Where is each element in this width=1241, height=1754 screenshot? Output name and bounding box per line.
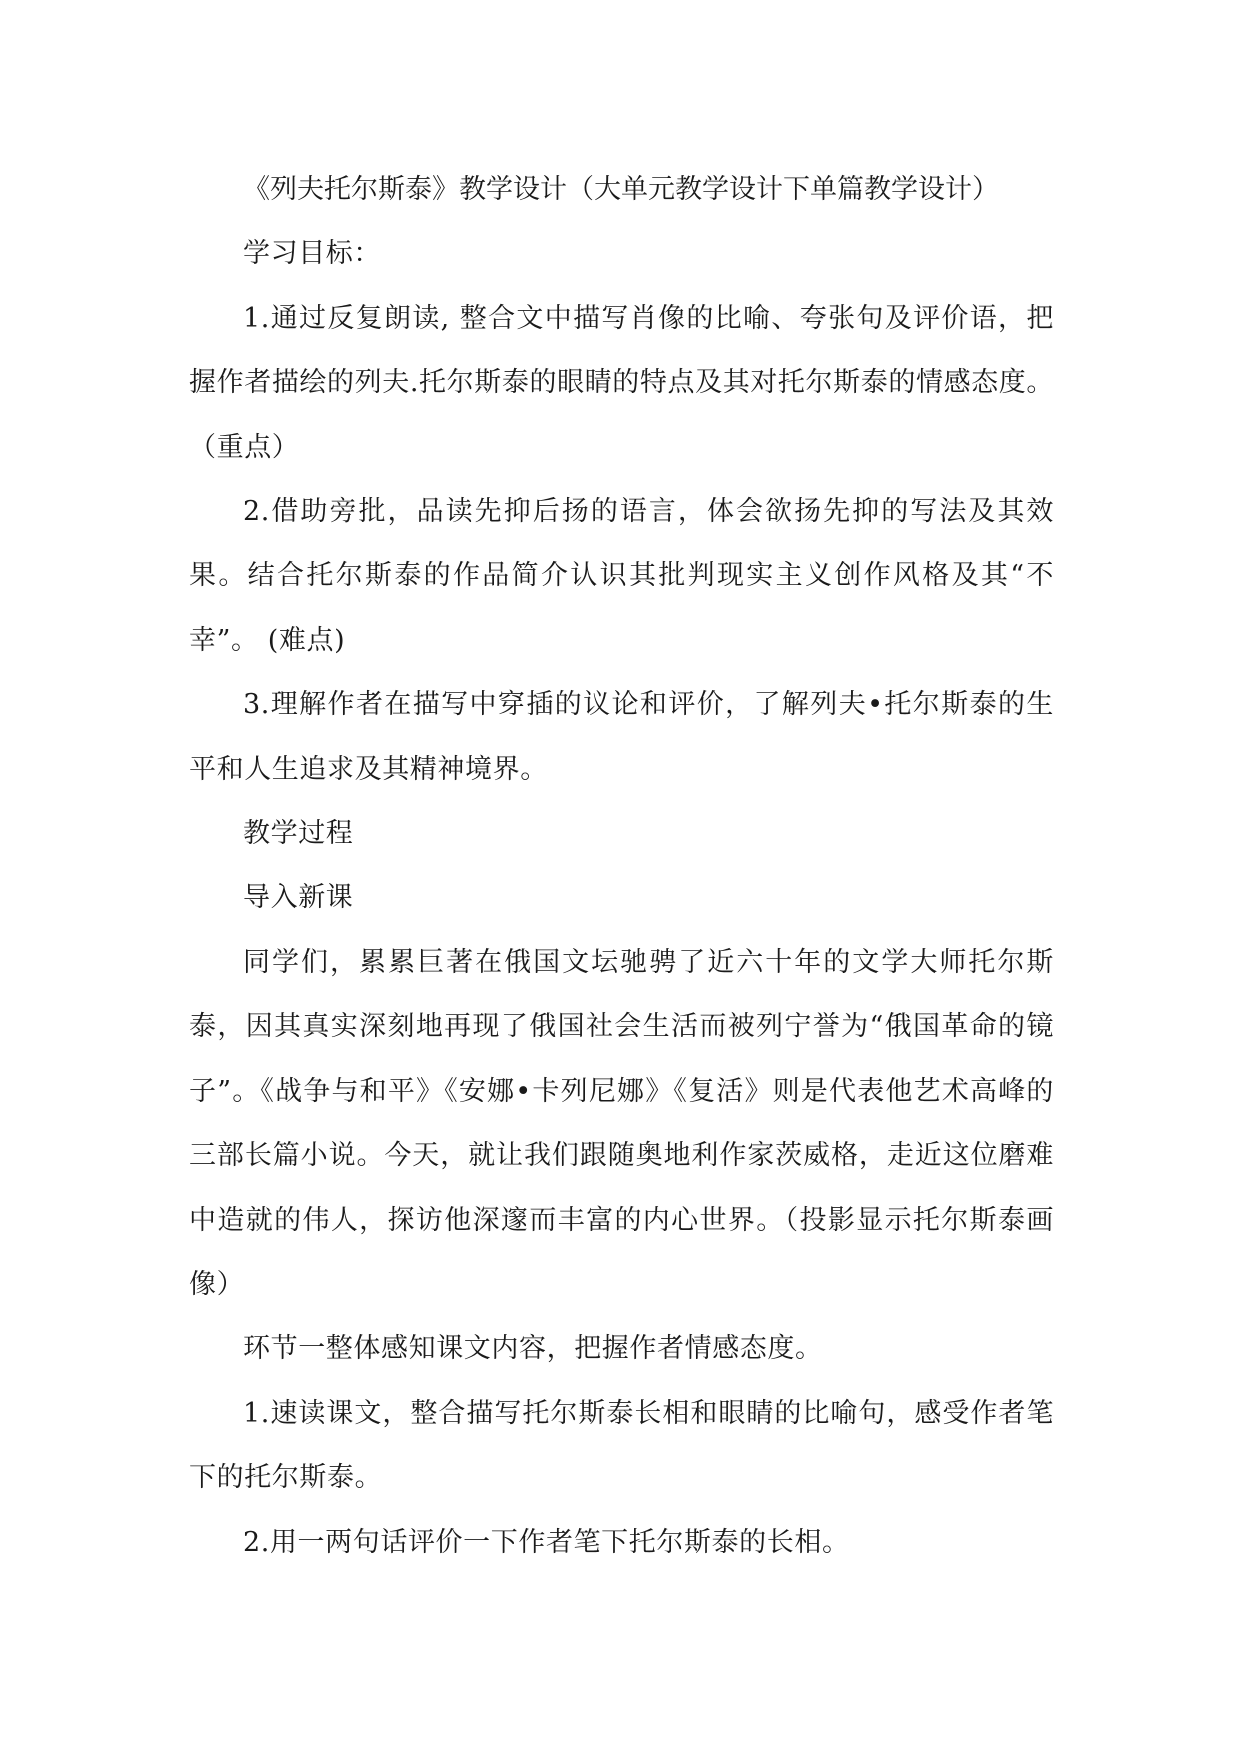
section-one-heading: 环节一整体感知课文内容，把握作者情感态度。 xyxy=(243,1333,823,1365)
goal-item-2: 2.借助旁批，品读先抑后扬的语言，体会欲扬先抑的写法及其效果。结合托尔斯泰的作品简介认识其批判现实主义创作风格及其“不幸”。 (难点) xyxy=(189,496,1054,656)
introduction-paragraph: 同学们，累累巨著在俄国文坛驰骋了近六十年的文学大师托尔斯泰，因其真实深刻地再现了俄国社会生活而被列宁誉为“俄国革命的镜子”。《战争与和平》《安娜•卡列尼娜》《复活》则是代表他艺术高峰的三部长篇小说。今天，就让我们跟随奥地利作家茨威格，走近这位磨难中造就的伟人，探访他深邃而丰富的内心世界。（投影显示托尔斯泰画像） xyxy=(189,946,1054,1300)
goal-item-1: 1.通过反复朗读, 整合文中描写肖像的比喻、夸张句及评价语，把握作者描绘的列夫.托尔斯泰的眼睛的特点及其对托尔斯泰的情感态度。（重点） xyxy=(189,302,1054,463)
heading-learning-goals: 学习目标： xyxy=(243,238,381,270)
document-title: 《列夫托尔斯泰》教学设计（大单元教学设计下单篇教学设计） xyxy=(243,174,999,205)
heading-introduction: 导入新课 xyxy=(243,882,354,914)
goal-item-3: 3.理解作者在描写中穿插的议论和评价，了解列夫•托尔斯泰的生平和人生追求及其精神境界。 xyxy=(189,689,1054,785)
heading-teaching-process: 教学过程 xyxy=(243,818,354,850)
document-body xyxy=(189,158,1054,1575)
section-one-item-1: 1.速读课文，整合描写托尔斯泰长相和眼睛的比喻句，感受作者笔下的托尔斯泰。 xyxy=(189,1397,1054,1494)
section-one-item-2: 2.用一两句话评价一下作者笔下托尔斯泰的长相。 xyxy=(243,1526,850,1558)
